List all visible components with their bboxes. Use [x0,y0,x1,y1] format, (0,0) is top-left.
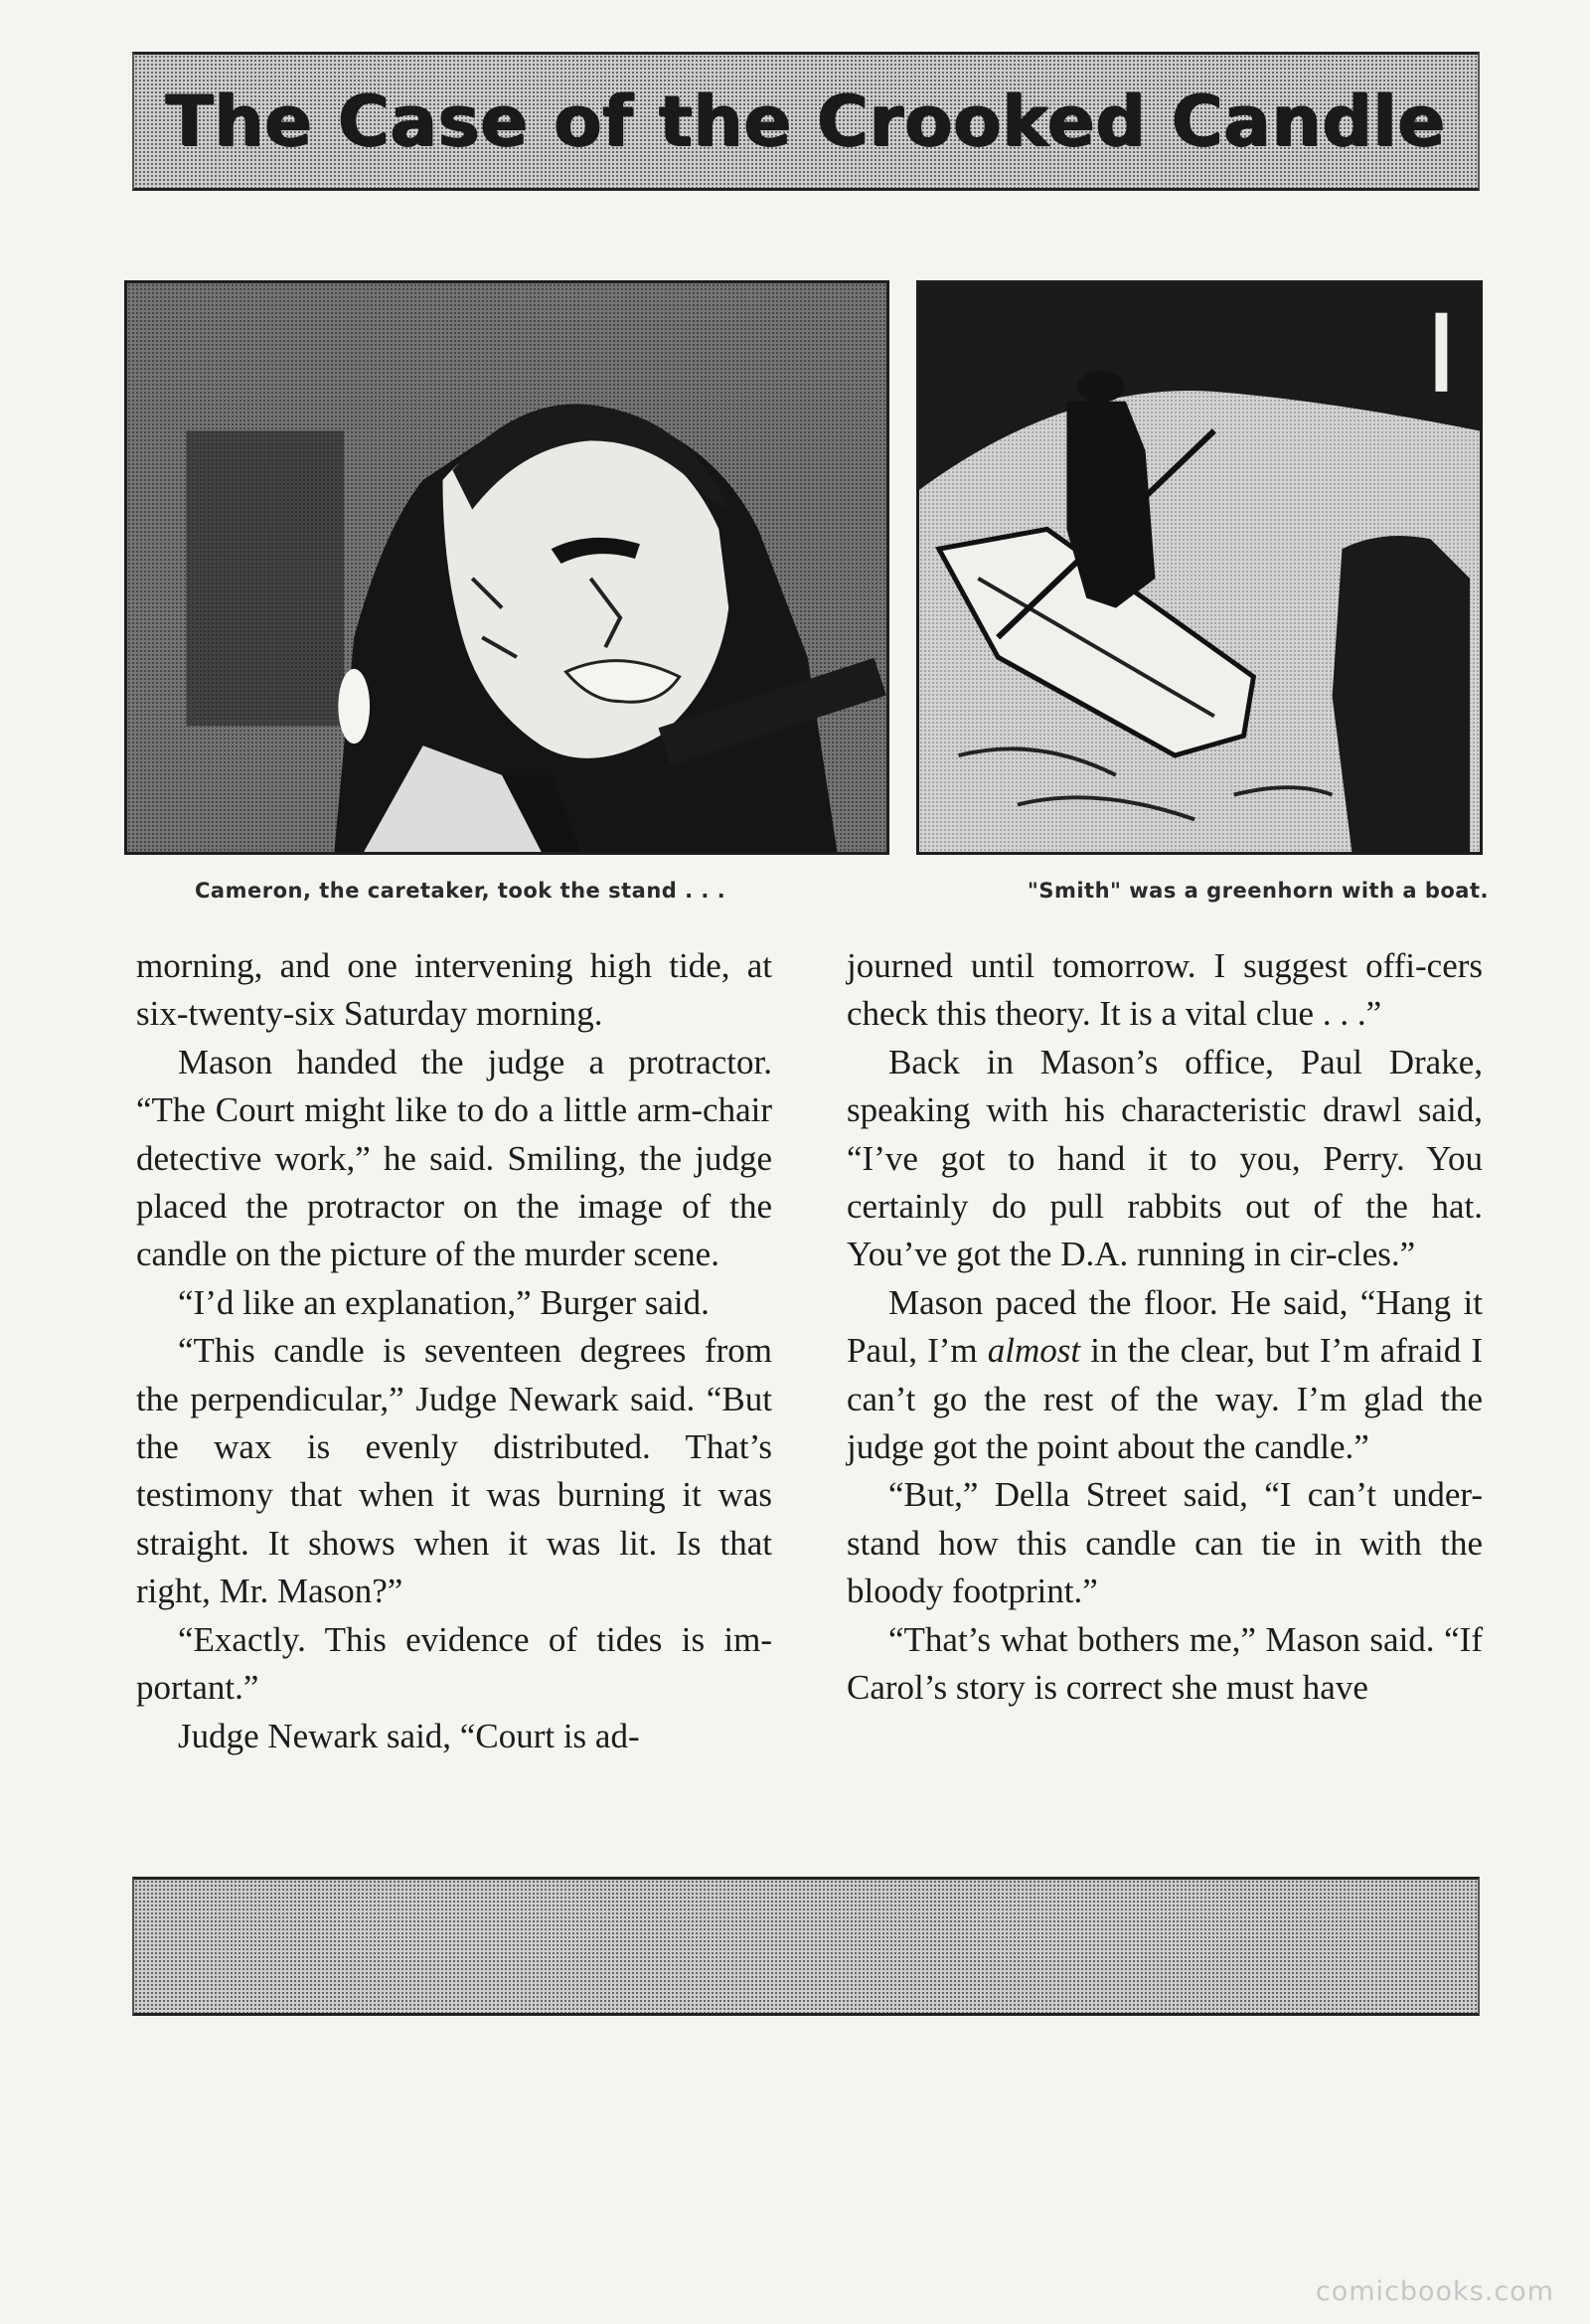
paragraph: “That’s what bothers me,” Mason said. “If Carol’s story is correct she must have [847,1619,1483,1708]
paragraph [847,1279,1483,1472]
footer-screentone-band [132,1877,1480,2016]
text-run: in the clear, but I’m afraid I can’t go the rest of the way. I’m glad the judge got the point about the candle.” [847,1331,1483,1467]
title-banner [132,52,1480,191]
paragraph: morning, and one intervening high tide, at six-twenty-six Saturday morning. [136,946,772,1034]
paragraph: “This candle is seventeen degrees from the perpendicular,” Judge Newark said. “But the wax is evenly distributed. That’s testimony that when it was burning it was straight. It shows when it was lit. Is that right, Mr. Mason?” [136,1331,772,1611]
paragraph: “Exactly. This evidence of tides is im-portant.” [136,1619,772,1708]
rowboat-drawing [919,283,1480,852]
text-column-left [136,942,772,1760]
paragraph: “But,” Della Street said, “I can’t under-stand how this candle can tie in with the bloody footprint.” [847,1475,1483,1611]
text-run: Mason paced the floor. He said, “Hang it Paul, I’m [847,1282,1483,1371]
illustration-caretaker [124,280,889,855]
story-title: The Case of the Crooked Candle [165,81,1447,162]
paragraph: Mason handed the judge a protractor. “The Court might like to do a little arm-chair detective work,” he said. Smiling, the judge placed the protractor on the image of the candle on the picture of the murder scene. [136,1042,772,1274]
paragraph: “I’d like an explanation,” Burger said. [178,1282,710,1322]
paragraph: Back in Mason’s office, Paul Drake, speaking with his characteristic drawl said, “I’ve got to hand it to you, Perry. You certainly do pull rabbits out of the hat. You’ve got the D.A. running in cir-cles.” [847,1042,1483,1274]
paragraph: Judge Newark said, “Court is ad- [178,1716,640,1755]
paragraph: journed until tomorrow. I suggest offi-cers check this theory. It is a vital clue . . .” [847,946,1483,1034]
caption-caretaker: Cameron, the caretaker, took the stand . . . [195,879,726,903]
caption-rowboat: "Smith" was a greenhorn with a boat. [1027,879,1489,903]
text-column-right [847,942,1483,1713]
watermark: comicbooks.com [1315,2276,1554,2307]
caretaker-drawing [127,283,886,852]
emphasis-text: almost [987,1331,1081,1371]
illustration-rowboat [916,280,1483,855]
